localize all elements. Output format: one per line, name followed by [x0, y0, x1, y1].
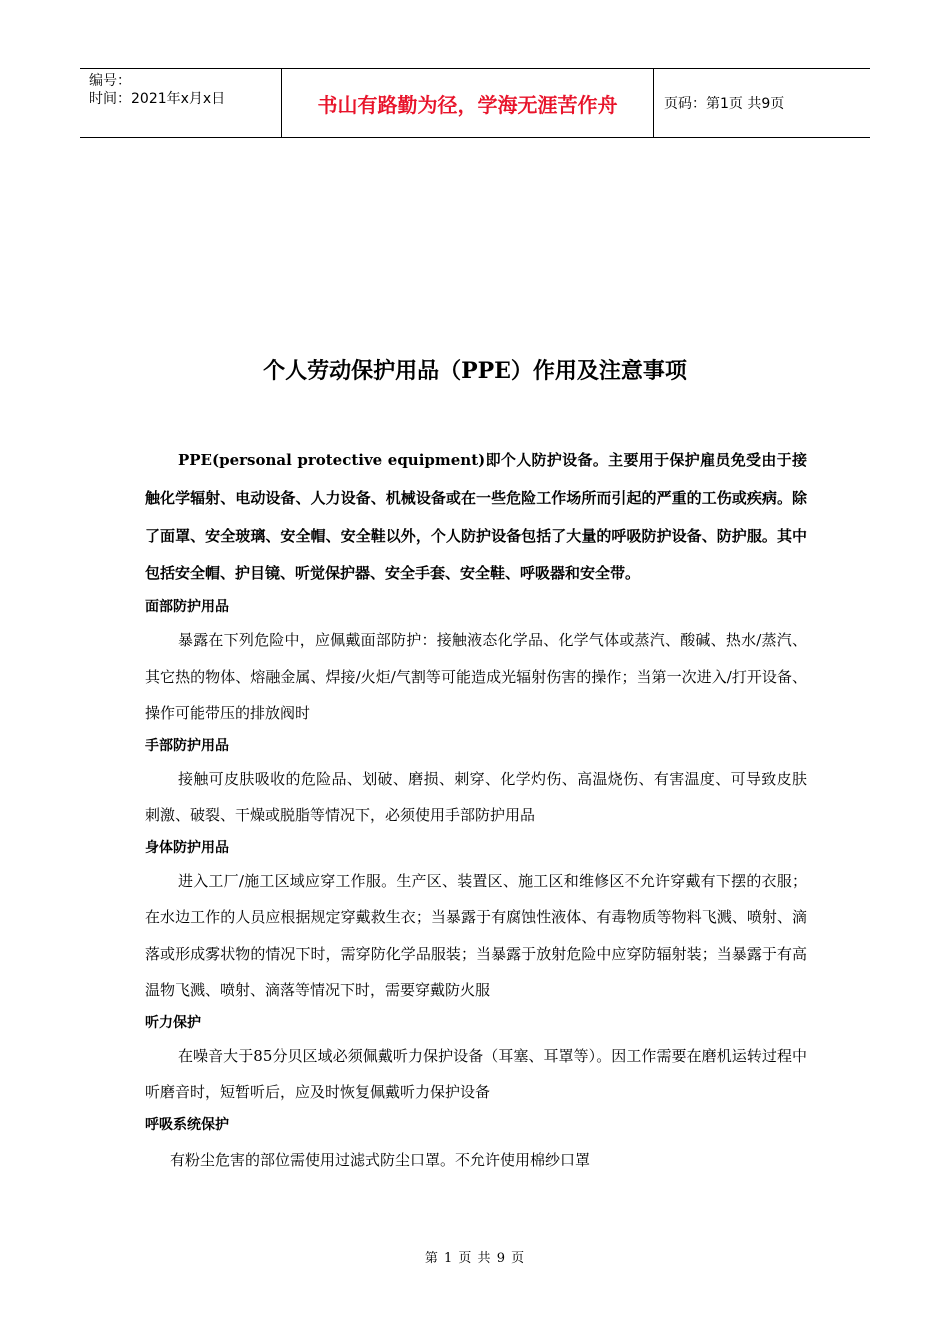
header-meta	[80, 69, 282, 137]
document-body	[145, 442, 807, 1178]
section-body-body: 进入工厂/施工区域应穿工作服。生产区、装置区、施工区和维修区不允许穿戴有下摆的衣服；在水边工作的人员应根据规定穿戴救生衣；当暴露于有腐蚀性液体、有毒物质等物料飞溅、喷射、滴落或形成雾状物的情况下时，需穿防化学品服装；当暴露于放射危险中应穿防辐射装；当暴露于有高温物飞溅、喷射、滴落等情况下时，需要穿戴防火服	[145, 871, 807, 1000]
document-title: 个人劳动保护用品（PPE）作用及注意事项	[263, 358, 687, 384]
intro-paragraph: PPE(personal protective equipment)即个人防护设备。主要用于保护雇员免受由于接触化学辐射、电动设备、人力设备、机械设备或在一些危险工作场所而引起的严重的工伤或疾病。除了面罩、安全玻璃、安全帽、安全鞋以外，个人防护设备包括了大量的呼吸防护设备、防护服。其中包括安全帽、护目镜、听觉保护器、安全手套、安全鞋、呼吸器和安全带。	[145, 451, 807, 583]
document-number-label: 编号：	[89, 73, 131, 89]
section-heading-hand: 手部防护用品	[145, 737, 229, 754]
section-body-face: 暴露在下列危险中，应佩戴面部防护：接触液态化学品、化学气体或蒸汽、酸碱、热水/蒸汽、其它热的物体、熔融金属、焊接/火炬/气割等可能造成光辐射伤害的操作；当第一次进入/打开设备、操作可能带压的排放阀时	[145, 631, 807, 723]
section-body-respiratory: 有粉尘危害的部位需使用过滤式防尘口罩。不允许使用棉纱口罩	[170, 1150, 591, 1169]
section-body-hearing: 在噪音大于85分贝区域必须佩戴听力保护设备（耳塞、耳罩等）。因工作需要在磨机运转过程中听磨音时，短暂听后，应及时恢复佩戴听力保护设备	[145, 1046, 807, 1102]
page-footer: 第 1 页 共 9 页	[424, 1251, 526, 1266]
document-date-label: 时间：2021年x月x日	[89, 91, 226, 107]
page-header	[80, 68, 870, 138]
header-motto: 书山有路勤为径，学海无涯苦作舟	[282, 69, 654, 137]
section-heading-face: 面部防护用品	[145, 599, 229, 616]
header-page-code: 页码：第1页 共9页	[664, 96, 785, 112]
section-heading-body: 身体防护用品	[145, 839, 229, 856]
section-body-hand: 接触可皮肤吸收的危险品、划破、磨损、刺穿、化学灼伤、高温烧伤、有害温度、可导致皮肤刺激、破裂、干燥或脱脂等情况下，必须使用手部防护用品	[145, 769, 807, 825]
section-heading-respiratory: 呼吸系统保护	[145, 1116, 229, 1133]
section-heading-hearing: 听力保护	[145, 1014, 201, 1031]
